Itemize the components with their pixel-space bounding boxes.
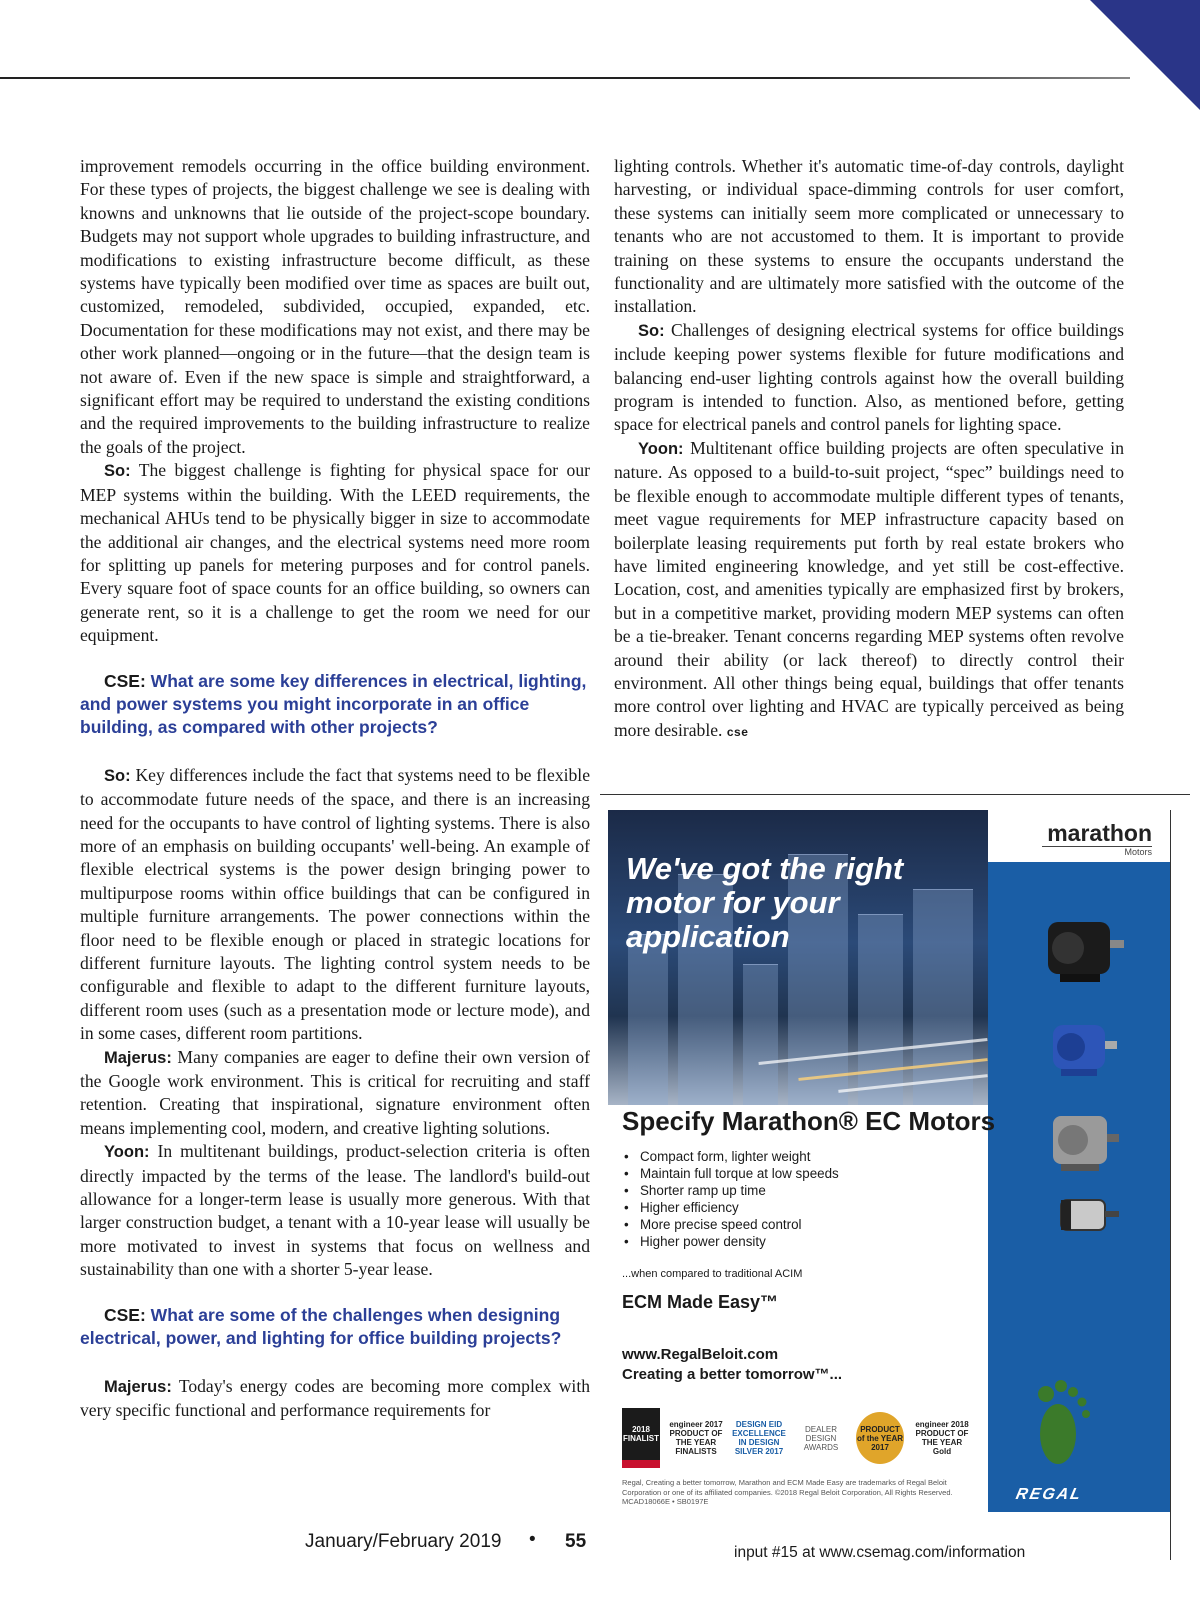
paragraph-text: The biggest challenge is fighting for physical space for our MEP systems within the building. With the LEED requirements, the mechanical AHUs tend to be physically bigger in size to accommodate the additional air changes, and the electrical systems need more room for splitting up panels for metering purposes and for control panels. Every square foot of space counts for an office building, so owners can generate rent, so it is a challenge to get the room we need for our equipment. — [80, 460, 590, 646]
end-mark: cse — [726, 724, 749, 739]
paragraph-text: Many companies are eager to define their own version of the Google work environment. This is critical for recruiting and staff retention. Creating that inspirational, signature environment often means implementing cool, modern, and creative lighting solutions. — [80, 1046, 590, 1138]
paragraph: improvement remodels occurring in the office building environment. For these types of projects, the biggest challenge we see is dealing with knowns and unknowns that lie outside of the project-scope boundary. Budgets may not support whole upgrades to building infrastructure, and modifications to existing infrastructure become difficult, as these systems have typically been modified over time as spaces are built out, customized, remodeled, subdivided, occupied, expanded, etc. Documentation for these modifications may not exist, and there may be other work planned—ongoing or in the future—that the design team is not aware of. Even if the new space is simple and straightforward, a significant effort may be required to understand the existing conditions and the required improvements to the building infrastructure to realize the goals of the project. — [80, 156, 590, 457]
footprint-icon — [1028, 1372, 1098, 1472]
article-column-right — [614, 155, 1124, 744]
ad-top-rule — [600, 794, 1190, 795]
paragraph — [80, 1140, 590, 1281]
building-shape — [743, 964, 778, 1105]
paragraph-text: Key differences include the fact that systems need to be flexible to accommodate future needs of the space, and there is an increasing need for the occupants to have control of lighting systems. There is also more of an emphasis on building occupants' well-being. An example of flexible electrical systems is the power design bringing power to multipurpose rooms within office buildings that can be configured in multiple furniture arrangements. The power connections within the floor need to be flexible enough or placed in strategic locations for different furniture layouts. The lighting control system needs to be configurable and flexible to adapt to the different furniture layouts, different room uses (such as a presentation mode or lecture mode), and in some cases, different room partitions. — [80, 764, 590, 1044]
paragraph — [614, 437, 1124, 744]
paragraph-text: Challenges of designing electrical systems for office buildings include keeping power systems flexible for future modifications and balancing end-user lighting controls against how the overall building program is intended to function. Also, as mentioned before, getting space for electrical panels and control panels for lighting space. — [614, 319, 1124, 435]
ad-feature-list — [622, 1148, 839, 1250]
reader-input-link[interactable]: input #15 at www.csemag.com/information — [734, 1544, 1026, 1561]
speaker-label: So: — [104, 462, 131, 481]
award-badge: PRODUCT of the YEAR 2017 — [856, 1412, 904, 1464]
motor-small-icon — [1053, 1190, 1123, 1240]
motor-silver-icon — [1043, 1100, 1123, 1180]
building-shape — [628, 934, 668, 1105]
ad-legal-text: Regal, Creating a better tomorrow, Marathon and ECM Made Easy are trademarks of Regal Beloit Corporation or one of its affiliated companies. ©2018 Regal Beloit Corporation, All Rights Reserved. MCAD18066E • SB0197E — [622, 1478, 953, 1506]
list-item: • Maintain full torque at low speeds — [622, 1165, 839, 1182]
city-skyline-image — [608, 810, 988, 1105]
paragraph-text: In multitenant buildings, product-selection criteria is often directly impacted by the terms of the lease. The landlord's build-out allowance for a longer-term lease is usually more generous. With that larger construction budget, a tenant with a 10-year lease will usually be more motivated to invest in systems that focus on wellness and sustainability than one with a shorter 5-year lease. — [80, 1141, 590, 1280]
award-badge: 2018 FINALIST — [622, 1408, 660, 1468]
speaker-label: Yoon: — [104, 1143, 150, 1162]
paragraph — [80, 1375, 590, 1423]
issue-date: January/February 2019 — [305, 1531, 502, 1552]
motor-blue-icon — [1043, 1007, 1123, 1087]
list-item: • Higher power density — [622, 1233, 839, 1250]
motor-black-icon — [1038, 902, 1128, 992]
award-badge: DEALER DESIGN AWARDS — [803, 1424, 839, 1452]
ad-headline: We've got the right motor for your application — [626, 851, 904, 954]
ad-comparison-note: ...when compared to traditional ACIM — [622, 1268, 803, 1280]
ad-ecm-tagline: ECM Made Easy™ — [622, 1292, 779, 1312]
question-prefix: CSE: — [104, 1304, 146, 1325]
speaker-label: Majerus: — [104, 1377, 172, 1396]
speaker-label: So: — [638, 321, 665, 340]
header-rule — [0, 77, 1130, 79]
speaker-label: So: — [104, 766, 131, 785]
question-heading — [80, 670, 590, 740]
article-column-left — [80, 155, 590, 1422]
list-item: • Compact form, lighter weight — [622, 1148, 839, 1165]
corner-triangle-decoration — [1090, 0, 1200, 110]
regal-logo: REGAL — [1001, 1483, 1096, 1507]
page-number: 55 — [565, 1531, 587, 1552]
paragraph — [80, 459, 590, 647]
paragraph-text: Multitenant office building projects are often speculative in nature. As opposed to a build-to-suit project, “spec” buildings need to be flexible enough to accommodate multiple different types of tenants, meet vague requirements for MEP infrastructure capacity based on boilerplate leasing requirements put forth by real estate brokers who have limited engineering knowledge, and yet still be cost-effective. Location, cost, and amenities typically are emphasized first by brokers, but in a competitive market, providing modern MEP systems can often be a tie-breaker. Tenant concerns regarding MEP systems often revolve around their ability (or lack thereof) to directly control their environment. All other things being equal, buildings that offer tenants more control over lighting and HVAC are typically perceived as being more desirable. — [614, 437, 1124, 740]
paragraph — [614, 319, 1124, 437]
award-badge: DESIGN EID EXCELLENCE IN DESIGN SILVER 2017 — [732, 1420, 786, 1456]
question-heading — [80, 1304, 590, 1351]
speaker-label: Yoon: — [638, 439, 684, 458]
list-item: • Shorter ramp up time — [622, 1182, 839, 1199]
marathon-logo: marathon — [1047, 820, 1152, 846]
award-badge: engineer 2017 PRODUCT OF THE YEAR FINALISTS — [669, 1420, 723, 1456]
paragraph: lighting controls. Whether it's automatic time-of-day controls, daylight harvesting, or individual space-dimming controls for user comfort, these systems can initially seem more complicated or unnecessary to tenants who are not accustomed to them. It is important to provide training on these systems to ensure the occupants understand the functionality and are ultimately more satisfied with the outcome of the installation. — [614, 156, 1124, 317]
speaker-label: Majerus: — [104, 1048, 172, 1067]
question-prefix: CSE: — [104, 670, 146, 691]
paragraph — [80, 764, 590, 1046]
award-badges — [622, 1410, 972, 1466]
ad-website-link[interactable]: www.RegalBeloit.com — [622, 1346, 779, 1363]
question-text: What are some of the challenges when designing electrical, power, and lighting for office building projects? — [80, 1304, 562, 1349]
footer-separator: • — [529, 1529, 536, 1550]
ad-slogan: Creating a better tomorrow™... — [622, 1366, 843, 1383]
list-item: • Higher efficiency — [622, 1199, 839, 1216]
list-item: • More precise speed control — [622, 1216, 839, 1233]
paragraph-text: Today's energy codes are becoming more complex with very specific functional and performance requirements for — [80, 1375, 590, 1420]
award-badge: engineer 2018 PRODUCT OF THE YEAR Gold — [915, 1420, 969, 1456]
question-text: What are some key differences in electrical, lighting, and power systems you might incorporate in an office building, as compared with other projects? — [80, 670, 587, 738]
ad-title: Specify Marathon® EC Motors — [622, 1106, 996, 1136]
paragraph — [80, 1046, 590, 1141]
ad-blue-panel — [988, 862, 1170, 1512]
marathon-logo-sub: Motors — [1042, 846, 1152, 857]
marathon-advertisement[interactable] — [608, 810, 1171, 1560]
